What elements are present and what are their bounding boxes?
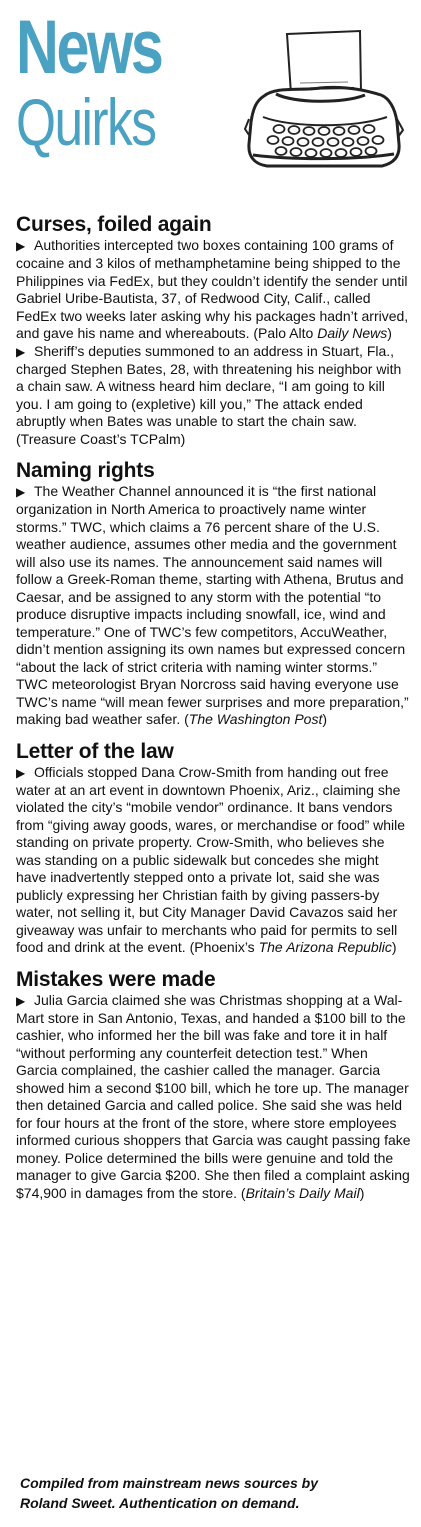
masthead-title-news: News <box>16 5 162 90</box>
story-paragraph <box>16 992 411 1203</box>
bullet-icon: ▶ <box>16 485 26 499</box>
story-text: The Weather Channel announced it is “the first national organization in North America to proactively name winter storms.” TWC, which claims a 76 percent share of the U.S. weather audience, assumes other media and the government will also use its names. The announcement said names will follow a Greek-Roman theme, starting with Athena, Brutus and Caesar, and be assigned to any storm with the potential “to produce disruptive impacts including snowfall, ice, wind and temperature.” One of TWC’s few competitors, AccuWeather, didn’t mention assigning its own names but expressed concern “about the lack of strict criteria with naming winter storms.” TWC meteorologist Bryan Norcross said having everyone use TWC’s name “will mean fewer surprises and more preparation,” making bad weather safer. ( <box>16 483 409 727</box>
bullet-icon: ▶ <box>16 765 26 780</box>
source-name: Daily News <box>317 325 388 341</box>
story-text-end: ) <box>391 939 397 955</box>
story-text-end: ) <box>359 1184 365 1201</box>
masthead <box>16 6 406 171</box>
news-content <box>16 214 411 1214</box>
source-name: The Arizona Republic <box>258 939 392 955</box>
story-paragraph <box>16 237 411 343</box>
masthead-title-quirks: Quirks <box>16 85 156 159</box>
section-heading: Letter of the law <box>16 739 174 763</box>
section-naming-rights <box>16 460 411 729</box>
section-heading: Curses, foiled again <box>16 213 212 236</box>
bullet-icon: ▶ <box>16 344 26 359</box>
story-text: Authorities intercepted two boxes containing 100 grams of cocaine and 3 kilos of methamphetamine being shipped to the Philippines via FedEx, but they couldn’t identify the sender until Gabriel Uribe-Bautista, 37, of Redwood City, Calif., called FedEx two weeks later asking why his packages hadn’t arrived, and gave his name and whereabouts. (Palo Alto <box>16 237 409 341</box>
story-text: Officials stopped Dana Crow-Smith from handing out free water at an art event in downtown Phoenix, Ariz., claiming she violated the city’s “mobile vendor” ordinance. It bans vendors from “giving away goods, wares, or merchandise or food” while standing on private property. Crow-Smith, who believes she was standing on a public sidewalk but concedes she might have inadvertently stepped onto a private lot, said she was publicly expressing her Christian faith by giving passers-by water, not selling it, but City Manager David Cavazos said her giveaway was unfair to merchants who paid for permits to sell food and drink at the event. (Phoenix’s <box>16 763 406 955</box>
typewriter-icon <box>236 16 406 171</box>
story-text: Sheriff’s deputies summoned to an address in Stuart, Fla., charged Stephen Bates, 28, with threatening his neighbor with a chain saw. A witness heard him declare, “I am going to kill you. I am going to (expletive) kill you,” The attack ended abruptly when Bates was unable to start the chain saw. (Treasure Coast’s TCPalm) <box>16 342 402 447</box>
section-letter-of-the-law <box>16 741 411 957</box>
section-heading: Naming rights <box>16 459 155 482</box>
section-mistakes-were-made <box>16 969 411 1203</box>
source-name: The Washington Post <box>188 711 323 727</box>
bullet-icon: ▶ <box>16 993 26 1008</box>
story-text-end: ) <box>387 325 392 341</box>
section-heading: Mistakes were made <box>16 967 216 991</box>
story-paragraph <box>16 764 411 957</box>
bullet-icon: ▶ <box>16 239 26 253</box>
source-name: Britain’s Daily Mail <box>245 1184 360 1201</box>
story-paragraph <box>16 343 411 449</box>
credit-note <box>20 1473 390 1513</box>
credit-line-2: Roland Sweet. Authentication on demand. <box>20 1495 300 1511</box>
story-paragraph <box>16 483 411 729</box>
story-text: Julia Garcia claimed she was Christmas shopping at a Wal-Mart store in San Antonio, Texas, and handed a $100 bill to the cashier, who informed her the bill was fake and tore it in half “without performing any counterfeit detection test.” When Garcia complained, the cashier called the manager. Garcia showed him a second $100 bill, which he tore up. The manager then detained Garcia and called police. She said she was held for four hours at the front of the store, where store employees informed curious shoppers that Garcia was caught passing fake money. Police determined the bills were genuine and told the manager to give Garcia $200. She then filed a complaint asking $74,900 in damages from the store. ( <box>16 991 411 1201</box>
credit-line-1: Compiled from mainstream news sources by <box>20 1475 318 1491</box>
story-text-end: ) <box>322 711 328 727</box>
section-curses-foiled-again <box>16 214 411 448</box>
